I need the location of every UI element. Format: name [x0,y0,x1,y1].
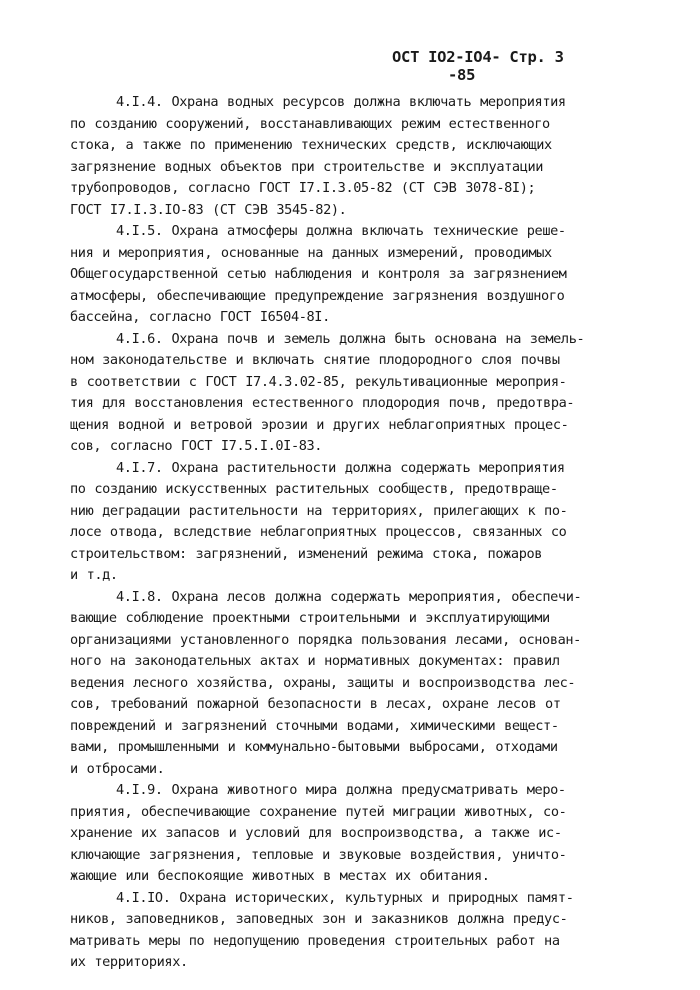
text-line: по созданию сооружений, восстанавливающих режим естественного [70,115,550,132]
text-line: бассейна, согласно ГОСТ I6504-8I. [70,309,330,325]
text-line: 4.I.IO. Охрана исторических, культурных и природных памят- [116,889,574,906]
text-line: строительством: загрязнений, изменений режима стока, пожаров [70,545,543,562]
document-header [392,48,564,84]
text-line: вающие соблюдение проектными строительными и эксплуатирующими [70,610,550,626]
text-line: ГОСТ I7.I.3.IO-83 (СТ СЭВ 3545-82). [70,201,347,218]
text-line: 4.I.7. Охрана растительности должна содержать мероприятия [116,459,565,476]
text-line: щения водной и ветровой эрозии и других неблагоприятных процес- [70,416,569,433]
text-line: нию деградации растительности на территориях, прилегающих к по- [70,502,568,519]
paragraph-4-1-7 [70,458,660,587]
text-line: в соответствии с ГОСТ I7.4.3.02-85, рекультивационные мероприя- [70,373,567,390]
text-line: ном законодательстве и включать снятие плодородного слоя почвы [70,352,560,368]
document-code: ОСТ IO2-IO4- Стр. 3 [392,48,564,66]
document-code-year: -85 [448,66,476,84]
paragraph-4-1-8 [70,587,660,781]
text-line: и т.д. [70,567,118,583]
paragraph-4-1-5 [70,221,660,329]
text-line: организациями установленного порядка пользования лесами, основан- [70,631,581,648]
text-line: загрязнение водных объектов при строительстве и эксплуатации [70,158,544,175]
text-line: матривать меры по недопущению проведения строительных работ на [70,932,560,949]
text-line: атмосферы, обеспечивающие предупреждение загрязнения воздушного [70,287,565,304]
text-line: вами, промышленными и коммунально-бытовыми выбросами, отходами [70,739,558,755]
text-line: по созданию искусственных растительных сообществ, предотвраще- [70,481,558,497]
text-line: ников, заповедников, заповедных зон и заказников должна предус- [70,911,568,927]
text-line: 4.I.5. Охрана атмосферы должна включать технические реше- [116,223,566,239]
paragraph-4-1-9 [70,780,660,888]
text-line: жающие или беспокоящие животных в местах их обитания. [70,868,490,884]
text-line: ключающие загрязнения, тепловые и звуковые воздействия, уничто- [70,846,567,863]
text-line: ния и мероприятия, основанные на данных измерений, проводимых [70,244,552,261]
text-line: 4.I.6. Охрана почв и земель должна быть основана на земель- [116,330,585,347]
text-line: лосе отвода, вследствие неблагоприятных процессов, связанных со [70,524,567,540]
text-line: трубопроводов, согласно ГОСТ I7.I.3.05-82 (СТ СЭВ 3078-8I); [70,180,536,196]
document-body [70,92,660,974]
text-line: 4.I.9. Охрана животного мира должна предусматривать меро- [116,782,566,798]
text-line: ведения лесного хозяйства, охраны, защиты и воспроизводства лес- [70,674,576,691]
paragraph-4-1-6 [70,329,660,458]
text-line: Общегосударственной сетью наблюдения и контроля за загрязнением [70,266,567,282]
text-line: ного на законодательных актах и нормативных документах: правил [70,653,560,669]
text-line: их территориях. [70,954,188,970]
text-line: 4.I.4. Охрана водных ресурсов должна включать мероприятия [116,94,566,110]
paragraph-4-1-4 [70,92,660,221]
text-line: приятия, обеспечивающие сохранение путей миграции животных, со- [70,803,567,820]
paragraph-4-1-10 [70,888,660,974]
text-line: тия для восстановления естественного плодородия почв, предотвра- [70,395,575,411]
text-line: сов, требований пожарной безопасности в лесах, охране лесов от [70,696,561,712]
text-line: хранение их запасов и условий для воспроизводства, а также ис- [70,825,562,841]
text-line: повреждений и загрязнений сточными водами, химическими вещест- [70,717,559,734]
text-line: 4.I.8. Охрана лесов должна содержать мероприятия, обеспечи- [116,588,582,605]
text-line: стока, а также по применению технических средств, исключающих [70,137,552,153]
text-line: и отбросами. [70,760,165,777]
text-line: сов, согласно ГОСТ I7.5.I.0I-83. [70,438,323,454]
